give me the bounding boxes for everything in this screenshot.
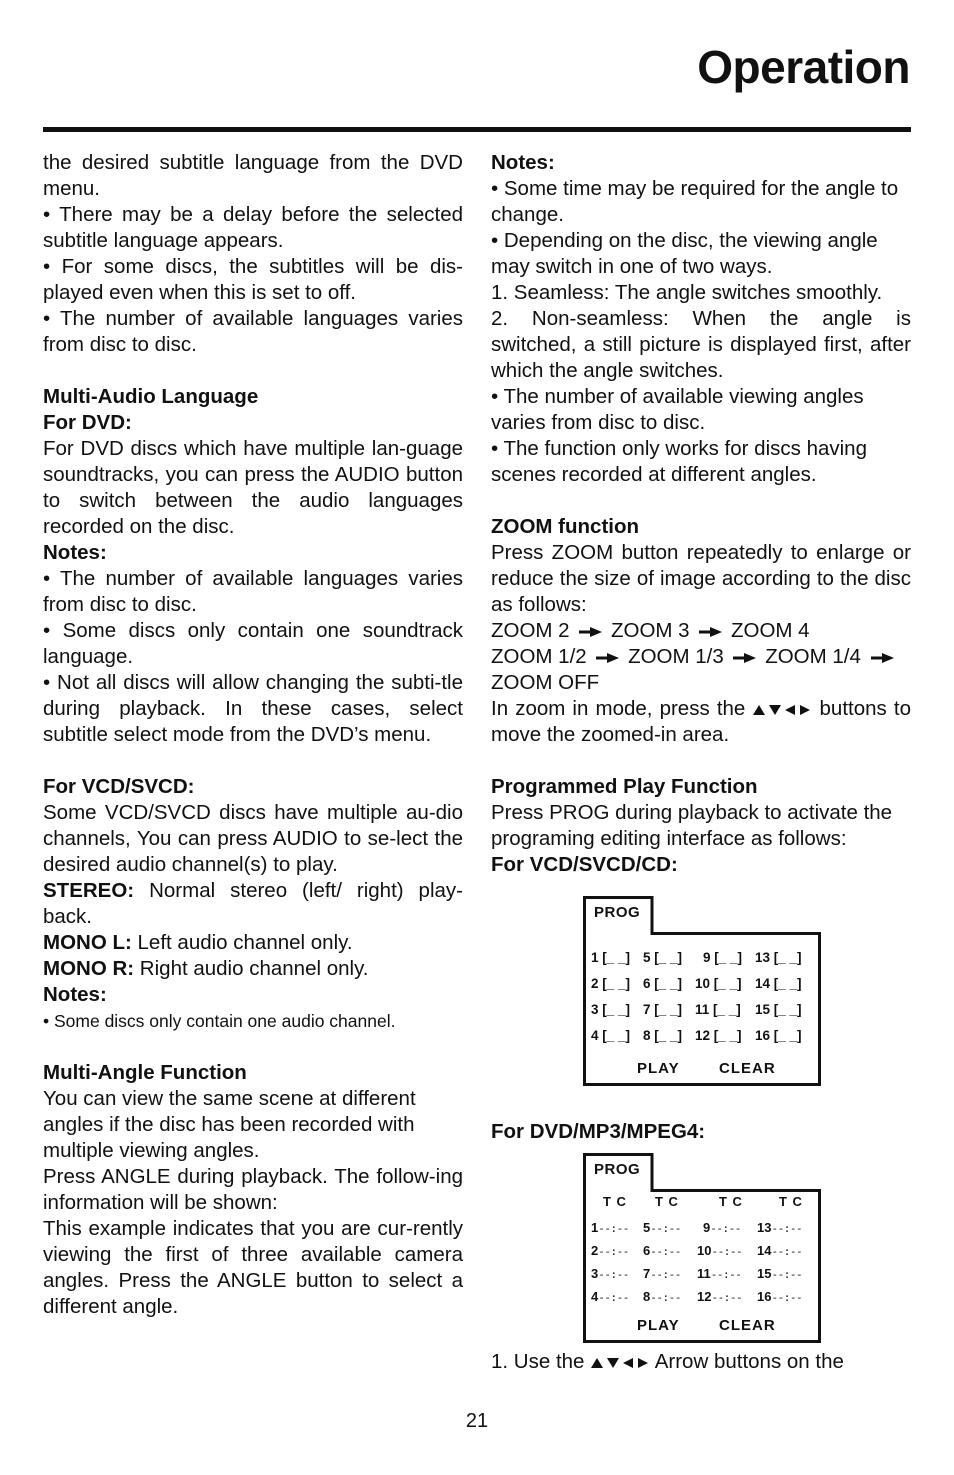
note-item: • The number of available languages varies from disc to disc. [43,567,463,616]
time-slot: --:-- [771,1222,803,1235]
paragraph: Press PROG during playback to activate the programing editing interface as follows: [491,801,893,850]
track-number: 13 [757,1220,772,1235]
zoom-step: ZOOM 1/4 [765,645,861,668]
track-number: 12 [697,1289,712,1304]
zoom-step: ZOOM OFF [491,671,600,694]
time-slot: --:-- [711,1291,743,1304]
prog-entry [643,1267,697,1290]
prog-slot: 8 [_ _] [643,1028,683,1043]
instruction-text: 1. Use the [491,1350,585,1373]
note-item: • Some time may be required for the angle to change. [491,177,899,226]
zoom-move-text: buttons to move the zoomed-in area. [491,697,911,746]
prog-row [591,1244,817,1267]
prog-row [591,1267,817,1290]
prog-slot: 3 [_ _] [591,1002,631,1017]
prog-row [591,951,817,977]
clear-button[interactable]: CLEAR [719,1317,776,1334]
instruction-text: Arrow buttons on the [654,1350,844,1373]
zoom-step: ZOOM 1/3 [628,645,724,668]
note-item: • The number of available viewing angles varies from disc to disc. [491,385,864,434]
time-slot: --:-- [771,1245,803,1258]
prog-entry [757,1267,802,1290]
time-slot: --:-- [650,1268,681,1281]
prog-row [591,1003,817,1029]
sub-heading: For VCD/SVCD: [43,775,195,798]
arrow-right-icon [869,652,895,664]
prog-entry [695,1221,757,1244]
prog-slot: 16 [_ _] [755,1028,802,1043]
clear-button[interactable]: CLEAR [719,1060,776,1077]
mono-l-text: Left audio channel only. [131,931,353,954]
track-number: 5 [643,1220,651,1235]
paragraph: You can view the same scene at different angles if the disc has been recorded with multiple viewing angles. [43,1087,416,1162]
time-slot: --:-- [771,1268,803,1281]
prog-entry [591,1267,643,1290]
prog-entry [591,1221,643,1244]
paragraph: • The number of available languages varies from disc to disc. [43,307,463,356]
note-item: • The function only works for discs having scenes recorded at different angles. [491,437,867,486]
notes-heading: Notes: [43,541,107,564]
track-number: 4 [591,1289,599,1304]
stereo-label: STEREO: [43,879,135,902]
arrow-right-icon [697,626,723,638]
tc-header: T C [779,1194,803,1209]
prog-row [591,977,817,1003]
prog-row [591,1290,817,1313]
direction-arrows-icon [590,1357,650,1369]
section-heading: Multi-Audio Language [43,385,259,408]
paragraph: the desired subtitle language from the DVD menu. [43,151,463,200]
track-number: 10 [697,1243,712,1258]
prog-slot: 11 [_ _] [695,1002,741,1017]
prog-entry [591,1290,643,1313]
prog-label: PROG [594,904,641,921]
page-number: 21 [465,1410,489,1432]
zoom-move-line [491,696,911,748]
tc-header: T C [719,1194,743,1209]
zoom-step: ZOOM 2 [491,619,570,642]
mono-l-line [43,930,463,956]
prog-slot: 5 [_ _] [643,950,683,965]
play-button[interactable]: PLAY [637,1317,680,1334]
time-slot: --:-- [598,1291,629,1304]
zoom-sequence-2 [491,644,911,670]
prog-entry [697,1244,757,1267]
track-number: 14 [757,1243,772,1258]
direction-arrows-icon [752,704,812,716]
prog-entry [643,1290,697,1313]
note-item: • Not all discs will allow changing the subti-tle during playback. In these cases, select subtitle select mode from the DVD’s menu. [43,671,463,746]
prog-slot-grid [591,951,817,1055]
paragraph: Some VCD/SVCD discs have multiple au-dio channels, You can press AUDIO to se-lect the desired audio channel(s) to play. [43,801,463,876]
track-number: 8 [643,1289,651,1304]
prog-entry [591,1244,643,1267]
prog-entry [697,1290,757,1313]
tc-header: T C [603,1194,627,1209]
right-column [491,150,911,1375]
paragraph: • For some discs, the subtitles will be dis-played even when this is set to off. [43,255,463,304]
note-item: • Some discs only contain one soundtrack language. [43,619,463,668]
zoom-step: ZOOM 3 [611,619,690,642]
prog-header-row [591,1195,817,1221]
track-number: 2 [591,1243,599,1258]
note-item: 1. Seamless: The angle switches smoothly. [491,281,883,304]
header-rule [43,127,911,132]
mono-r-line [43,956,463,982]
left-column [43,150,463,1320]
time-slot: --:-- [771,1291,803,1304]
arrow-right-icon [731,652,757,664]
prog-slot: 12 [_ _] [695,1028,742,1043]
track-number: 7 [643,1266,651,1281]
track-number: 15 [757,1266,772,1281]
track-number: 11 [697,1266,711,1281]
paragraph: • There may be a delay before the selected subtitle language appears. [43,203,463,252]
arrow-right-icon [577,626,603,638]
sub-heading: For DVD/MP3/MPEG4: [491,1120,706,1143]
section-heading: Multi-Angle Function [43,1061,247,1084]
note-item: • Depending on the disc, the viewing angle may switch in one of two ways. [491,229,878,278]
arrow-right-icon [594,652,620,664]
stereo-text: Normal stereo (left/ right) play-back. [43,879,463,928]
prog-slot: 9 [_ _] [703,950,743,965]
time-slot: --:-- [650,1245,681,1258]
prog-entry [757,1244,802,1267]
mono-r-text: Right audio channel only. [134,957,369,980]
note-item: • Some discs only contain one audio channel. [43,1011,396,1031]
prog-entry [697,1267,757,1290]
page-title: Operation [697,41,910,93]
track-number: 9 [703,1220,711,1235]
time-slot: --:-- [710,1268,742,1281]
prog-slot: 7 [_ _] [643,1002,683,1017]
prog-entry [757,1221,802,1244]
paragraph: Press ZOOM button repeatedly to enlarge or reduce the size of image according to the disc as follows: [491,541,911,616]
prog-slot: 10 [_ _] [695,976,742,991]
notes-heading: Notes: [491,151,555,174]
prog-slot: 15 [_ _] [755,1002,802,1017]
paragraph: This example indicates that you are cur-rently viewing the first of three available camera angles. Press the ANGLE button to select a different angle. [43,1217,463,1318]
zoom-sequence-1 [491,618,911,644]
paragraph: Press ANGLE during playback. The follow-ing information will be shown: [43,1165,463,1214]
prog-slot: 2 [_ _] [591,976,631,991]
tc-header: T C [655,1194,679,1209]
mono-l-label: MONO L: [43,931,132,954]
track-number: 3 [591,1266,599,1281]
prog-row [591,1029,817,1055]
zoom-move-text: In zoom in mode, press the [491,697,746,720]
track-number: 6 [643,1243,651,1258]
time-slot: --:-- [650,1222,681,1235]
time-slot: --:-- [598,1245,629,1258]
prog-screen-vcd [583,896,821,1086]
prog-row [591,1221,817,1244]
prog-slot: 1 [_ _] [591,950,631,965]
prog-time-grid [591,1195,817,1313]
prog-label: PROG [594,1161,641,1178]
prog-slot: 14 [_ _] [755,976,802,991]
notes-heading: Notes: [43,983,107,1006]
prog-entry [643,1244,697,1267]
prog-slot: 4 [_ _] [591,1028,631,1043]
track-number: 1 [591,1220,599,1235]
prog-entry [757,1290,802,1313]
paragraph: For DVD discs which have multiple lan-guage soundtracks, you can press the AUDIO button to switch between the audio languages recorded on the disc. [43,437,463,538]
note-item: 2. Non-seamless: When the angle is switched, a still picture is displayed first, after which the angle switches. [491,307,911,382]
stereo-line [43,878,463,930]
instruction-line [491,1349,911,1375]
zoom-step: ZOOM 4 [731,619,810,642]
time-slot: --:-- [650,1291,681,1304]
time-slot: --:-- [598,1222,629,1235]
time-slot: --:-- [711,1245,743,1258]
prog-slot: 13 [_ _] [755,950,802,965]
time-slot: --:-- [598,1268,629,1281]
sub-heading: For DVD: [43,411,132,434]
section-heading: ZOOM function [491,515,640,538]
prog-slot: 6 [_ _] [643,976,683,991]
section-heading: Programmed Play Function [491,775,758,798]
time-slot: --:-- [710,1222,741,1235]
play-button[interactable]: PLAY [637,1060,680,1077]
zoom-step: ZOOM 1/2 [491,645,587,668]
prog-screen-dvd [583,1153,821,1343]
mono-r-label: MONO R: [43,957,135,980]
prog-entry [643,1221,695,1244]
track-number: 16 [757,1289,772,1304]
sub-heading: For VCD/SVCD/CD: [491,853,678,876]
